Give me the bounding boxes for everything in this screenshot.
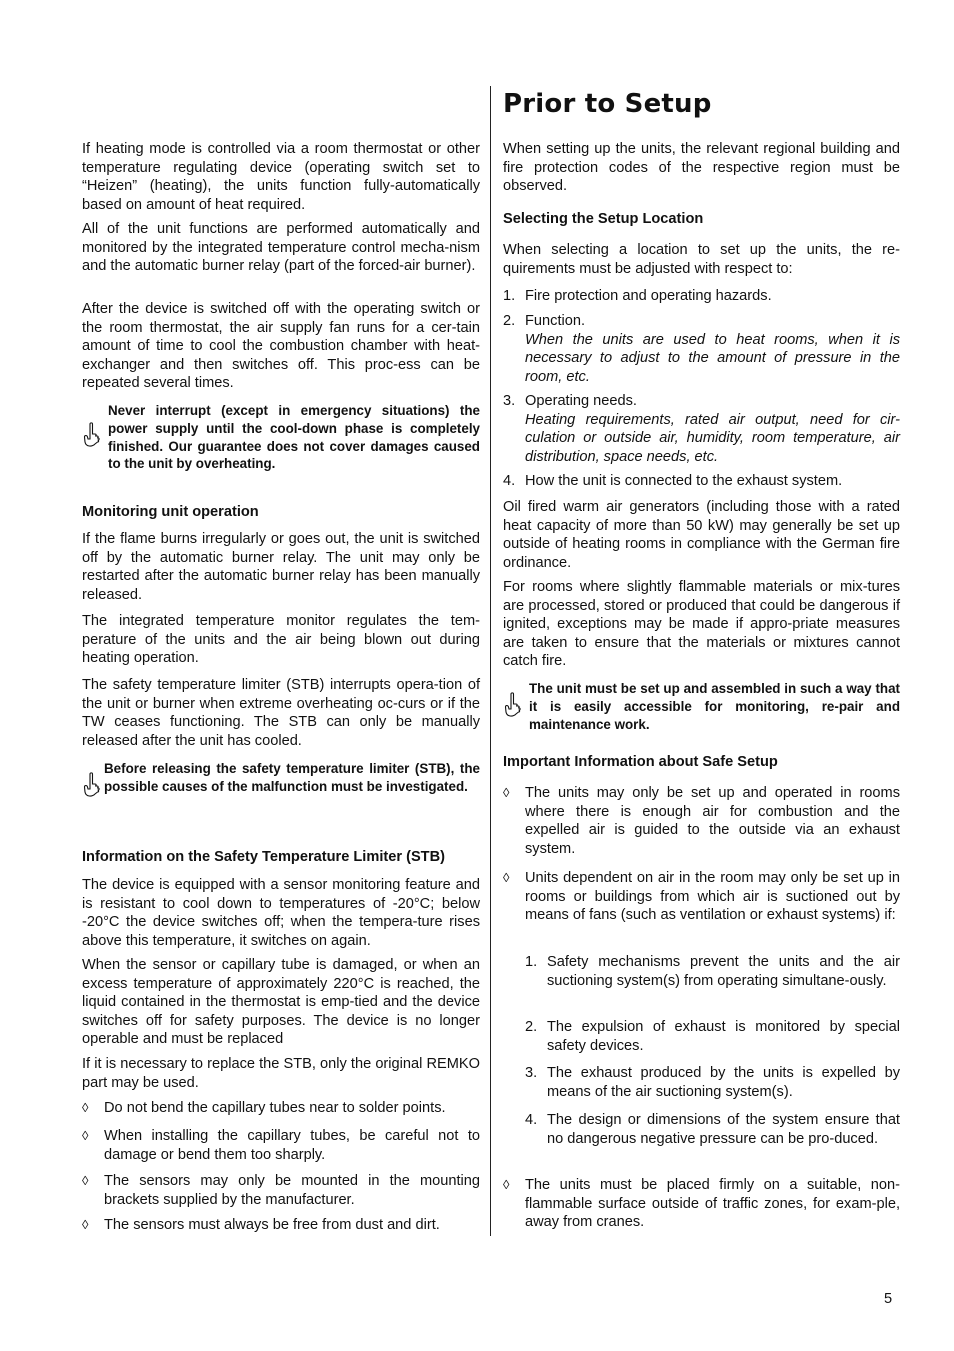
paragraph: The safety temperature limiter (STB) interrupts opera-tion of the unit or burner when extreme overheating oc-curs or if the TW ceases functioning. The STB can only be manually released after the unit has cooled. [82, 677, 480, 749]
list-item: ◊ The sensors must always be free from dust and dirt. [82, 1217, 440, 1233]
paragraph: The integrated temperature monitor regulates the tem-perature of the units and the air being blown out during heating operation. [82, 613, 480, 667]
paragraph: When selecting a location to set up the units, the re-quirements must be adjusted with respect to: [503, 242, 900, 277]
list-item: ◊ Do not bend the capillary tubes near to solder points. [82, 1100, 446, 1116]
list-item: ◊ The sensors may only be mounted in the mounting brackets supplied by the manufacturer. [82, 1173, 480, 1208]
bullet-mark: ◊ [503, 1177, 510, 1192]
pointing-hand-icon [503, 680, 529, 733]
list-item: ◊ Units dependent on air in the room may only be set up in rooms or buildings from which air is suctioned out by means of fans (such as ventilation or exhaust systems) if: [503, 870, 900, 924]
page-number: 5 [884, 1291, 893, 1307]
note-text: Never interrupt (except in emergency situations) the power supply until the cool-down phase is completely finished. Our guarantee does not cover damages caused to the unit by overheating. [108, 403, 480, 472]
paragraph: All of the unit functions are performed automatically and monitored by the integrated temperature control mecha-nism and the automatic burner relay (part of the forced-air burner). [82, 221, 480, 275]
page-title: Prior to Setup [503, 89, 712, 119]
list-item: 4. How the unit is connected to the exhaust system. [503, 473, 843, 489]
note-text: The unit must be set up and assembled in such a way that it is easily accessible for monitoring, re-pair and maintenance work. [529, 681, 900, 732]
warning-note [503, 680, 900, 733]
section-heading: Information on the Safety Temperature Limiter (STB) [82, 849, 445, 865]
bullet-mark: ◊ [503, 785, 510, 800]
bullet-mark: ◊ [82, 1100, 89, 1115]
paragraph: For rooms where slightly flammable materials or mix-tures are processed, stored or produced that could be dangerous if ignited, exceptions may be made if appro-priate measures are taken to ensure that the materials or mixtures cannot catch fire. [503, 579, 900, 670]
paragraph: If heating mode is controlled via a room thermostat or other temperature regulating device (operating switch set to “Heizen” (heating), the units function fully-automatically based on amount of heat required. [82, 141, 480, 213]
paragraph: When the sensor or capillary tube is damaged, or when an excess temperature of approximately 220°C is reached, the liquid contained in the thermostat is emp-tied and the device switches off for safety purposes. The device is no longer operable and must be replaced [82, 957, 480, 1048]
sub-list-item: 3. The exhaust produced by the units is expelled by means of the air suctioning system(s). [525, 1065, 900, 1100]
bullet-mark: ◊ [503, 870, 510, 885]
paragraph: The device is equipped with a sensor monitoring feature and is resistant to cool down to temperatures of -20°C; below -20°C the device switches off; when the tempera-ture rises above this temperature, it switches on again. [82, 877, 480, 949]
paragraph: If it is necessary to replace the STB, only the original REMKO part may be used. [82, 1056, 480, 1091]
column-divider [490, 86, 491, 1236]
sub-list-item: 1. Safety mechanisms prevent the units and the air suctioning system(s) from operating simultane-ously. [525, 954, 900, 989]
pointing-hand-icon [82, 402, 108, 473]
bullet-mark: ◊ [82, 1217, 89, 1232]
paragraph: After the device is switched off with the operating switch or the room thermostat, the air supply fan runs for a cer-tain amount of time to cool the combustion chamber with heat-exchanger and then switches off. This proc-ess can be repeated several times. [82, 301, 480, 392]
paragraph: If the flame burns irregularly or goes out, the unit is switched off by the automatic burner relay. The unit may only be restarted after the automatic burner relay has been manually released. [82, 531, 480, 603]
section-heading: Monitoring unit operation [82, 504, 259, 520]
note-text: Before releasing the safety temperature limiter (STB), the possible causes of the malfunction must be investigated. [104, 761, 480, 794]
warning-note [82, 402, 480, 473]
list-item: 3. Operating needs. Heating requirements, rated air output, need for cir-culation or outside air, humidity, room temperature, air distribution, space needs, etc. [503, 393, 900, 465]
pointing-hand-icon [82, 760, 104, 796]
list-item: 1. Fire protection and operating hazards. [503, 288, 772, 304]
list-item: ◊ When installing the capillary tubes, be careful not to damage or bend them too sharply. [82, 1128, 480, 1163]
bullet-mark: ◊ [82, 1173, 89, 1188]
sub-list-item: 2. The expulsion of exhaust is monitored by special safety devices. [525, 1019, 900, 1054]
bullet-mark: ◊ [82, 1128, 89, 1143]
paragraph: When setting up the units, the relevant regional building and fire protection codes of the respective region must be observed. [503, 141, 900, 195]
warning-note [82, 760, 480, 796]
list-item: ◊ The units must be placed firmly on a suitable, non-flammable surface outside of traffic zones, for exam-ple, away from cranes. [503, 1177, 900, 1231]
list-item: 2. Function. When the units are used to heat rooms, when it is necessary to adjust to the amount of pressure in the room, etc. [503, 313, 900, 385]
section-heading: Selecting the Setup Location [503, 211, 704, 227]
list-item: ◊ The units may only be set up and operated in rooms where there is enough air for combustion and the expelled air is guided to the outside via an exhaust system. [503, 785, 900, 857]
section-heading: Important Information about Safe Setup [503, 754, 778, 770]
sub-list-item: 4. The design or dimensions of the system ensure that no dangerous negative pressure can be pro-duced. [525, 1112, 900, 1147]
paragraph: Oil fired warm air generators (including those with a rated heat capacity of more than 50 kW) may generally be set up outside of heating rooms in compliance with the German fire ordinance. [503, 499, 900, 571]
